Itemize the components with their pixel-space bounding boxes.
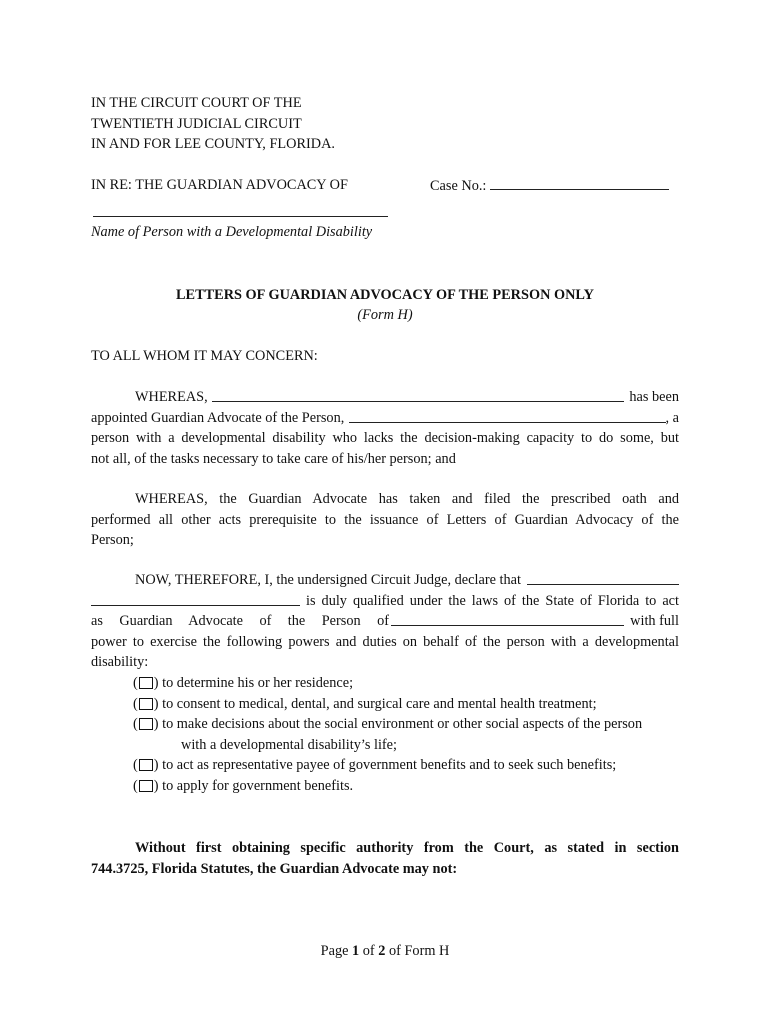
power-option-1: ( ) to determine his or her residence; bbox=[133, 675, 354, 691]
p1-line-4: not all, of the tasks necessary to take care of his/her person; and bbox=[91, 450, 456, 467]
case-number bbox=[430, 175, 669, 197]
restriction-line-1: Without first obtaining specific authority from the Court, as stated in section bbox=[135, 840, 679, 856]
power-label-2: to consent to medical, dental, and surgical care and mental health treatment; bbox=[162, 696, 597, 712]
salutation: TO ALL WHOM IT MAY CONCERN: bbox=[91, 348, 318, 364]
case-number-label: Case No.: bbox=[430, 178, 487, 194]
power-option-2: ( ) to consent to medical, dental, and surgical care and mental health treatment; bbox=[133, 696, 597, 712]
case-number-field[interactable] bbox=[490, 175, 669, 190]
p3-duly-qualified: is duly qualified under the laws of the State of Florida to act bbox=[306, 592, 679, 609]
footer-page-number: 1 bbox=[352, 943, 360, 959]
in-re-label: IN RE: THE GUARDIAN ADVOCACY OF bbox=[91, 177, 348, 193]
power-checkbox-4[interactable] bbox=[139, 759, 153, 771]
power-checkbox-2[interactable] bbox=[139, 698, 153, 710]
person-name-caption: Name of Person with a Developmental Disability bbox=[91, 224, 373, 240]
power-label-3-cont: with a developmental disability’s life; bbox=[181, 737, 397, 753]
p1-whereas: WHEREAS, bbox=[135, 389, 208, 405]
power-option-3: ( ) to make decisions about the social environment or other social aspects of the person bbox=[133, 716, 643, 732]
p3-now-therefore: NOW, THEREFORE, I, the undersigned Circuit Judge, declare that bbox=[135, 572, 521, 588]
paragraph-whereas-1 bbox=[91, 387, 679, 469]
p3-with-full: with full bbox=[630, 613, 679, 630]
p1-line-3: person with a developmental disability who lacks the decision-making capacity to do some, but bbox=[91, 430, 679, 447]
form-label: (Form H) bbox=[357, 307, 413, 323]
p1-appointed: appointed Guardian Advocate of the Person, bbox=[91, 409, 345, 426]
paragraph-now-therefore bbox=[91, 570, 679, 673]
power-checkbox-5[interactable] bbox=[139, 780, 153, 792]
page-footer bbox=[0, 941, 770, 962]
person-name-field-2[interactable] bbox=[349, 408, 665, 423]
p1-a: , a bbox=[665, 409, 679, 426]
power-option-4: ( ) to act as representative payee of government benefits and to seek such benefits; bbox=[133, 757, 617, 773]
court-line-1: IN THE CIRCUIT COURT OF THE bbox=[91, 95, 302, 111]
restriction-paragraph bbox=[91, 838, 679, 879]
court-header bbox=[91, 93, 335, 155]
p1-has-been: has been bbox=[629, 389, 679, 405]
guardian-name-field-2[interactable] bbox=[527, 570, 679, 585]
p3-as-guardian: as Guardian Advocate of the Person of bbox=[91, 613, 389, 630]
footer-page-word: Page bbox=[320, 943, 349, 959]
power-checkbox-3[interactable] bbox=[139, 718, 153, 730]
p2-line-1: WHEREAS, the Guardian Advocate has taken and filed the prescribed oath and bbox=[135, 491, 679, 507]
footer-of-word: of bbox=[362, 943, 375, 959]
paragraph-whereas-2 bbox=[91, 489, 679, 551]
p2-line-3: Person; bbox=[91, 532, 134, 549]
court-line-3: IN AND FOR LEE COUNTY, FLORIDA. bbox=[91, 136, 335, 153]
guardian-name-field-2-cont[interactable] bbox=[91, 591, 300, 606]
p2-line-2: performed all other acts prerequisite to the issuance of Letters of Guardian Advocacy of the bbox=[91, 511, 679, 528]
footer-suffix: of Form H bbox=[388, 943, 450, 959]
p3-line-4: power to exercise the following powers and duties on behalf of the person with a developmental bbox=[91, 633, 679, 650]
power-label-5: to apply for government benefits. bbox=[162, 778, 354, 794]
document-title: LETTERS OF GUARDIAN ADVOCACY OF THE PERSON ONLY bbox=[176, 287, 594, 303]
court-line-2: TWENTIETH JUDICIAL CIRCUIT bbox=[91, 115, 302, 132]
footer-page-total: 2 bbox=[378, 943, 386, 959]
power-checkbox-1[interactable] bbox=[139, 677, 153, 689]
power-label-4: to act as representative payee of government benefits and to seek such benefits; bbox=[162, 757, 617, 773]
power-option-5: ( ) to apply for government benefits. bbox=[133, 778, 354, 794]
restriction-line-2: 744.3725, Florida Statutes, the Guardian Advocate may not: bbox=[91, 860, 458, 877]
p3-line-5: disability: bbox=[91, 654, 149, 671]
guardian-name-field-1[interactable] bbox=[212, 387, 625, 402]
power-label-3: to make decisions about the social environment or other social aspects of the person bbox=[162, 716, 643, 732]
person-name-field-3[interactable] bbox=[391, 611, 624, 626]
person-name-field[interactable] bbox=[93, 200, 388, 217]
power-label-1: to determine his or her residence; bbox=[162, 675, 354, 691]
